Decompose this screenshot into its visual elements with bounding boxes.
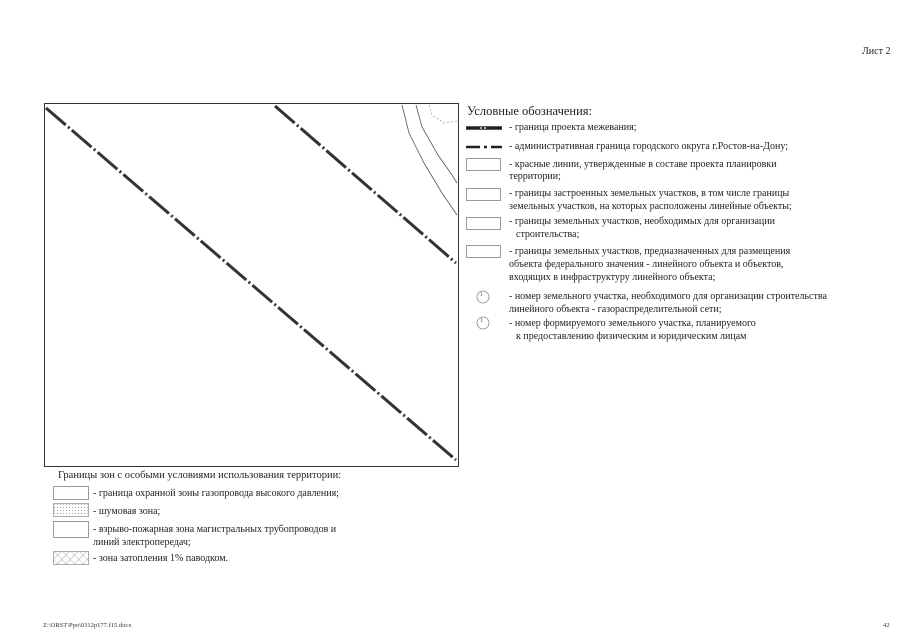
footer-page-number: 42 — [883, 622, 890, 629]
plot-number-marker-icon — [476, 290, 490, 304]
plot-number-marker-label: 1 — [480, 292, 483, 298]
legend-swatch-boundary-project — [466, 124, 502, 132]
legend-text-formed-plot-1: - номер формируемого земельного участка, планируемого — [509, 318, 756, 329]
zones-title: Границы зон с особыми условиями использования территории: — [58, 470, 342, 481]
legend-text-federal-plots-1: - границы земельных участков, предназначенных для размещения — [509, 246, 791, 257]
legend-swatch-red-lines — [466, 158, 501, 171]
legend-text-admin-boundary: - административная граница городского округа г.Ростов-на-Дону; — [509, 141, 788, 152]
boundary-line-2 — [275, 106, 456, 263]
zone-text-explosion-2: линий электропередач; — [93, 537, 191, 548]
map-drawing — [44, 103, 459, 467]
legend-swatch-admin-boundary — [466, 143, 502, 151]
legend-text-boundary-project: - граница проекта межевания; — [509, 122, 637, 133]
legend-swatch-construction-plots — [466, 217, 501, 230]
legend-text-federal-plots-2: объекта федерального значения - линейного объекта и объектов, — [509, 259, 784, 270]
legend-swatch-federal-plots — [466, 245, 501, 258]
footer-file-path: Z:\ORST\Ppo\0312p177.f15.docx — [43, 622, 132, 629]
legend-text-federal-plots-3: входящих в инфраструктуру линейного объекта; — [509, 272, 716, 283]
field-outline — [429, 105, 457, 123]
legend-text-formed-plot-2: к предоставлению физическим и юридическим лицам — [516, 331, 747, 342]
legend-text-built-plots-2: земельных участков, на которых расположены линейные объекты; — [509, 201, 792, 212]
legend-text-plot-number-2: линейного объекта - газораспределительной сети; — [509, 304, 722, 315]
zone-swatch-flood — [53, 551, 89, 565]
sheet-label: Лист 2 — [862, 46, 891, 57]
legend-text-plot-number-1: - номер земельного участка, необходимого для организации строительства — [509, 291, 827, 302]
legend-text-red-lines-1: - красные линии, утвержденные в составе проекта планировки — [509, 159, 777, 170]
zone-text-explosion-1: - взрыво-пожарная зона магистральных трубопроводов и — [93, 524, 337, 535]
zone-swatch-noise — [53, 503, 89, 517]
formed-plot-marker-icon — [476, 316, 490, 330]
road-edge-right — [416, 105, 457, 183]
legend-text-construction-plots-1: - границы земельных участков, необходимых для организации — [509, 216, 775, 227]
boundary-line-1 — [46, 108, 456, 460]
zone-text-gas-protection: - граница охранной зоны газопровода высокого давления; — [93, 488, 339, 499]
zone-swatch-explosion — [53, 521, 89, 538]
legend-swatch-built-plots — [466, 188, 501, 201]
zone-text-flood: - зона затопления 1% паводком. — [93, 553, 229, 564]
road-edge-left — [402, 105, 457, 215]
zone-text-noise: - шумовая зона; — [93, 506, 161, 517]
formed-plot-marker-label: 1 — [480, 318, 483, 324]
zone-swatch-gas-protection — [53, 486, 89, 500]
legend-text-red-lines-2: территории; — [509, 171, 561, 182]
legend-title: Условные обозначения: — [467, 104, 593, 118]
legend-text-construction-plots-2: строительства; — [516, 229, 580, 240]
legend-text-built-plots-1: - границы застроенных земельных участков, в том числе границы — [509, 188, 790, 199]
